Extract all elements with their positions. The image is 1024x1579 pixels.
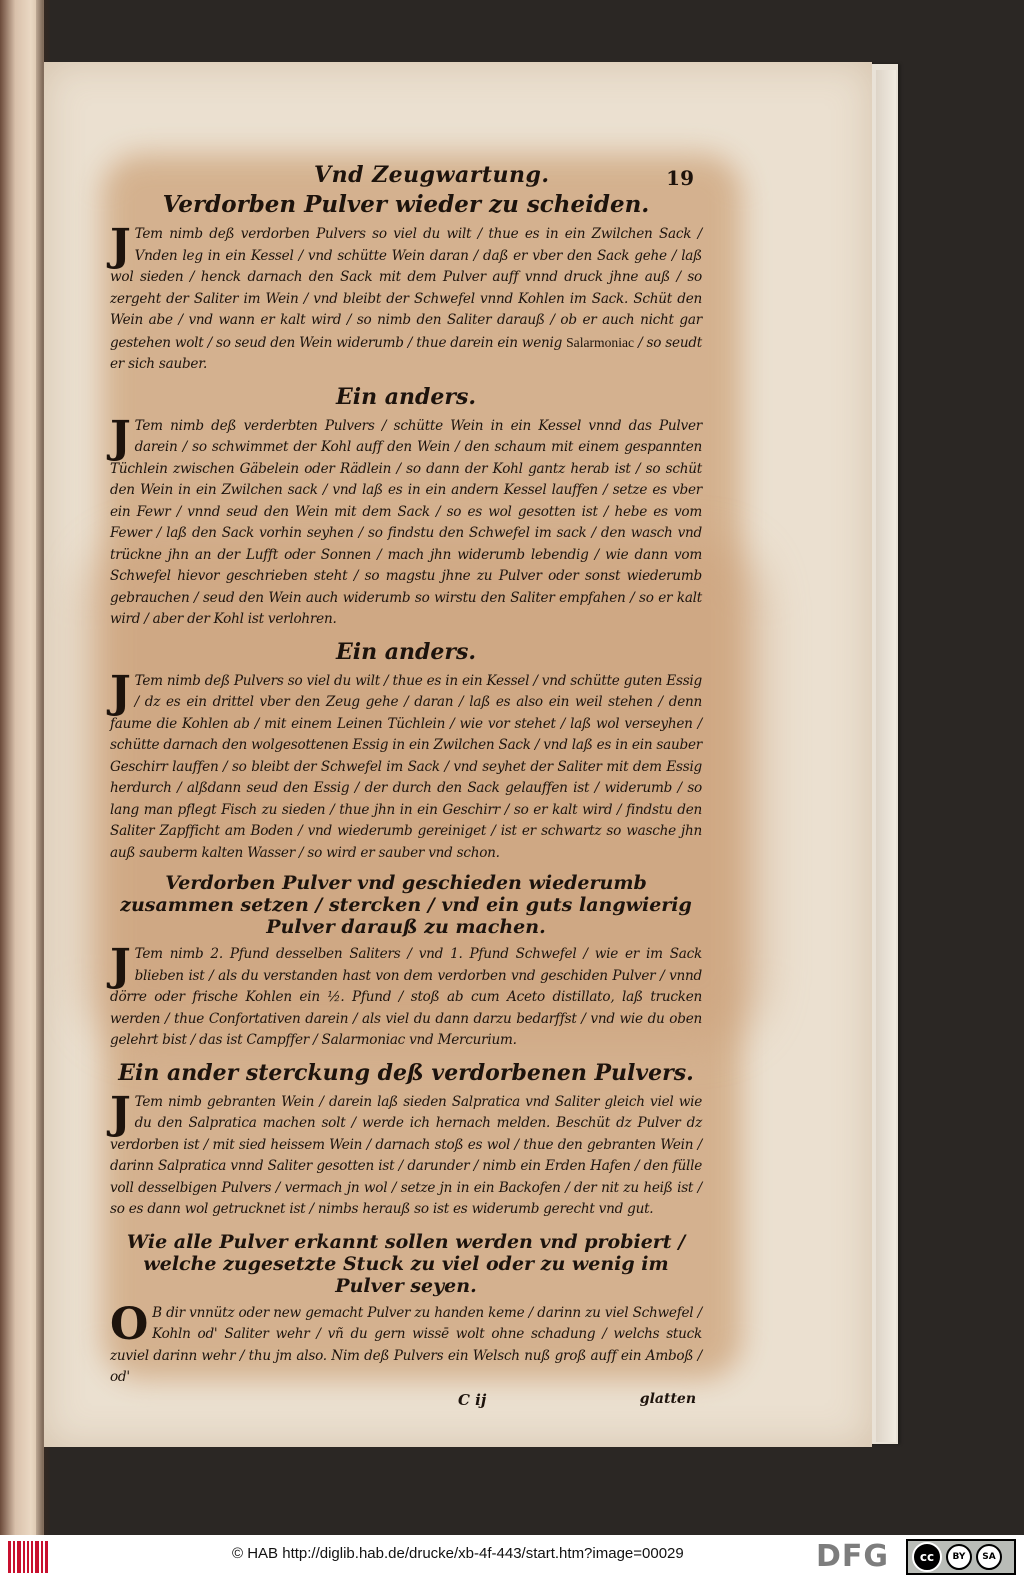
paragraph-text: Tem nimb deß verderbten Pulvers / schütte Wein in ein Kessel vnnd das Pulver darein / so schwimmet der Kohl auff den Wein / den schaum mit einem gespannten Tüchlein zwischen Gäbelein oder Rädlein / so dann der Kohl gantz herab ist / so schüt den Wein in ein Zwilchen sack / vnd laß es in ein andern Kessel lauffen / setze es vber ein Fewr / vnnd seud den Wein mit dem Sack / so es wol gesotten ist / hebe es vom Fewer / laß den Sack vorhin seyhen / so findstu den Schwefel im sack / den wasch vnd trückne jhn an der Lufft oder Sonnen / mach jhn widerumb lebendig / wie dann vom Schwefel hievor geschrieben steht / so magstu jhne zu Pulver oder sonst wiederumb gebrauchen / seud den Wein auch widerumb so wirstu den Saliter empfahen / so er kalt wird / aber der Kohl ist verlohren. [110, 417, 702, 627]
initial-letter: O [110, 1298, 149, 1350]
initial-letter: J [110, 220, 131, 271]
section-heading: Verdorben Pulver wieder zu scheiden. [162, 191, 650, 218]
folio-number: 19 [666, 166, 694, 190]
paragraph-text: Tem nimb deß verdorben Pulvers so viel du wilt / thue es in ein Zwilchen Sack / Vnden leg in ein Kessel / vnd schütte Wein daran / daß er vber den Sack gehe / laß wol sieden / henck darnach den Sack mit dem Pulver auff vnnd druck jhne auß / so zergeht der Saliter im Wein / vnd bleibt der Schwefel vnnd Kohlen im Sack. Schüt den Wein abe / vnd wann er kalt wird / so nimb den Saliter darauß / ob er auch nicht gar gestehen wolt / so seud den Wein widerumb / thue darein ein wenig [110, 226, 702, 351]
section-heading: Ein anders. [335, 383, 477, 410]
initial-letter: J [110, 1087, 131, 1139]
share-alike-icon: SA [976, 1544, 1002, 1570]
page-edge-inner [876, 70, 896, 1442]
section-heading: Verdorben Pulver vnd geschieden wiederumb zusammen setzen / stercken / vnd ein guts langwierig Pulver darauß zu machen. [120, 872, 692, 938]
section-paragraph [110, 1087, 702, 1221]
paragraph-text: Tem nimb 2. Pfund desselben Saliters / vnd 1. Pfund Schwefel / wie er im Sack blieben ist / als du verstanden hast von dem verdorben vnd geschiden Pulver / vnnd dörre oder frische Kohlen ein ½. Pfund / stoß ab cum Aceto distillato, laß trucken werden / thue Confortativen darein / als viel du dann darzu bedarffst / vnd wie du oben gelehrt bist / das ist Campffer / Salarmoniac vnd Mercurium. [110, 946, 702, 1048]
paragraph-text-end: / so seudt er sich sauber. [110, 334, 702, 372]
signature-mark: C ij [458, 1390, 487, 1409]
attribution-icon: BY [946, 1544, 972, 1570]
section-paragraph [110, 220, 702, 376]
section-paragraph [110, 940, 702, 1052]
section-paragraph [110, 411, 702, 631]
page-header [110, 162, 702, 196]
viewer-footer [0, 1535, 1024, 1579]
creative-commons-license-badge[interactable] [906, 1539, 1016, 1575]
initial-letter: J [110, 666, 131, 718]
initial-letter: J [110, 411, 131, 463]
latin-term: Salarmoniac [566, 334, 635, 350]
dfg-logo[interactable]: DFG [816, 1539, 890, 1574]
section-heading: Ein anders. [335, 638, 477, 665]
barcode-icon [8, 1541, 48, 1573]
paragraph-text: Tem nimb gebranten Wein / darein laß sieden Salpratica vnd Saliter gleich viel wie du den Salpratica machen solt / werde ich hernach melden. Beschüt dz Pulver dz verdorben ist / mit sied heissem Wein / darnach stoß es wol / thue den gebranten Wein / darinn Salpratica vnnd Saliter gesotten ist / darunder / nimb ein Erden Hafen / den fülle voll desselbigen Pulvers / vermach jn wol / setze jn in ein Backofen / der nit zu heiß ist / so es dann wol getrucknet ist / nimbs herauß so ist es widerumb gerecht vnd gut. [110, 1093, 702, 1217]
running-head: Vnd Zeugwartung. [314, 162, 550, 188]
paragraph-text: Tem nimb deß Pulvers so viel du wilt / thue es in ein Kessel / vnd schütte guten Essig / dz es ein drittel vber den Zeug gehe / daran / laß es also ein weil stehen / denn faume die Kohlen ab / mit einem Leinen Tüchlein / wie vor stehet / laß wol verseyhen / schütte darnach den wolgesottenen Essig in ein Zwilchen Sack / vnd laß es in ein sauber Geschirr lauffen / so bleibt der Schwefel im Sack / vnd seyhet der Saliter mit dem Essig herdurch / alßdann seud den Essig / der durch den Sack gelauffen ist / widerumb / so lang man pflegt Fisch zu sieden / thue jhn in ein Geschirr / so er kalt wird / findstu den Saliter Zapfficht am Boden / vnd wiederumb gereiniget / ist er schwartz so wasche jhn auß sauberm kalten Wasser / so wird er sauber vnd schon. [110, 672, 702, 861]
copyright-link[interactable]: © HAB http://diglib.hab.de/drucke/xb-4f-443/start.htm?image=00029 [232, 1545, 684, 1562]
catchword: glatten [639, 1390, 696, 1407]
paragraph-text: B dir vnnütz oder new gemacht Pulver zu handen keme / darinn zu viel Schwefel / Kohln od' Saliter wehr / vñ du gern wissē wolt ohne schadung / welchs stuck zuviel darinn wehr / thu jm also. Nim deß Pulvers ein Welsch nuß groß auff ein Amboß / od' [110, 1304, 702, 1385]
page-text-block [110, 162, 702, 1413]
section-heading: Ein ander sterckung deß verdorbenen Pulvers. [118, 1059, 694, 1086]
section-heading: Wie alle Pulver erkannt sollen werden vnd probiert / welche zugesetzte Stuck zu viel oder zu wenig im Pulver seyen. [126, 1230, 686, 1297]
initial-letter: J [110, 940, 131, 991]
page-footer-line [110, 1391, 702, 1413]
cc-icon: cc [912, 1542, 942, 1572]
section-paragraph [110, 1298, 702, 1389]
section-paragraph [110, 666, 702, 865]
